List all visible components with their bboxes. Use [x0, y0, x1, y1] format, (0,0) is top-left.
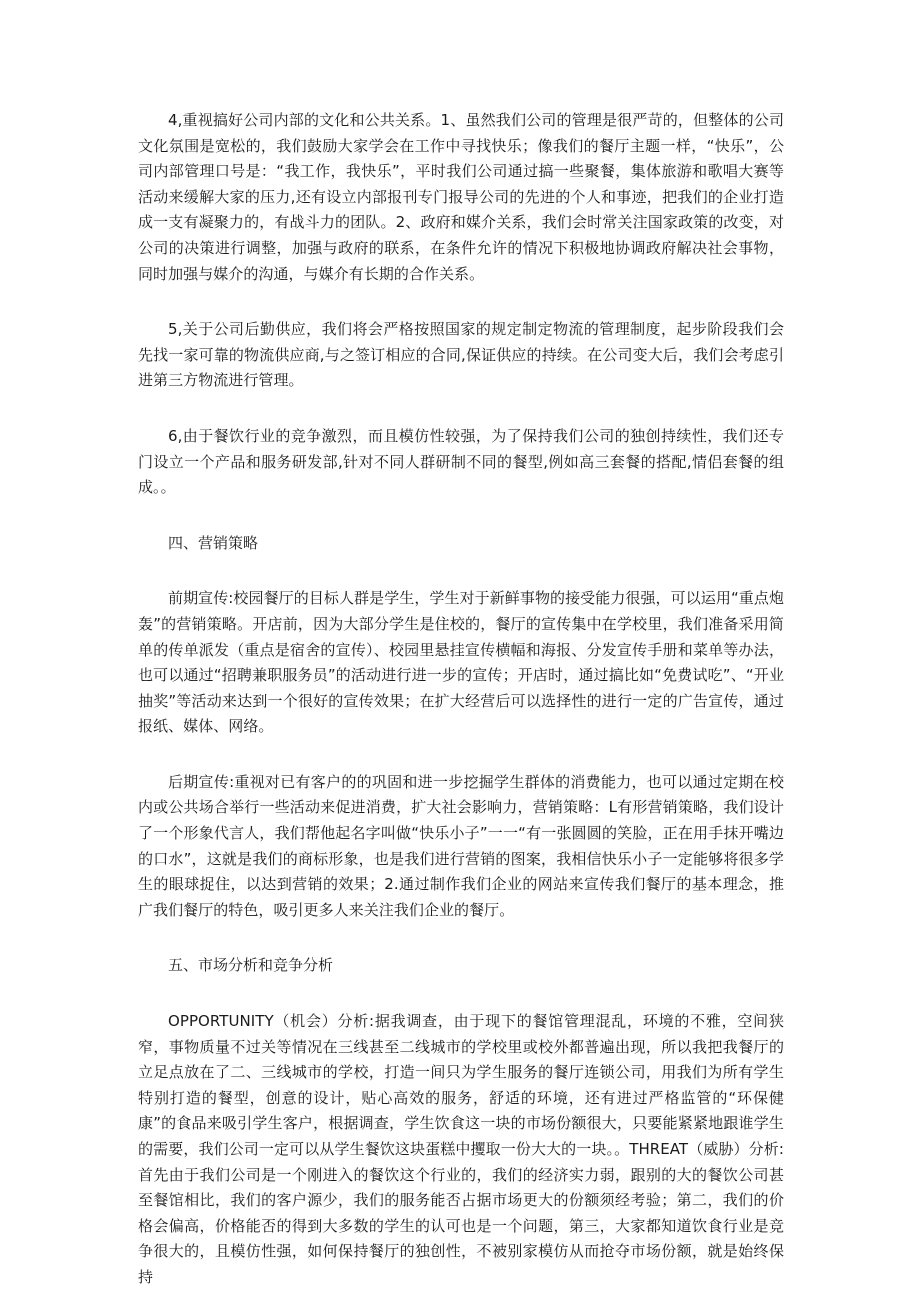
paragraph-gap: [138, 740, 784, 770]
paragraph-gap: [138, 501, 784, 531]
paragraph-gap: [138, 923, 784, 953]
paragraph-later-promotion: 后期宣传:重视对已有客户的的巩固和进一步挖掘学生群体的消费能力，也可以通过定期在校内或公共场合举行一些活动来促进消费，扩大社会影响力，营销策略：L有形营销策略，我们设计了一个形象代言人，我们帮他起名字叫做“快乐小子”一一“有一张圆圆的笑脸，正在用手抹开嘴边的口水”，这就是我们的商标形象，也是我们进行营销的图案，我相信快乐小子一定能够将很多学生的眼球捉住，以达到营销的效果；2.通过制作我们企业的网站来宣传我们餐厅的基本理念，推广我们餐厅的特色，吸引更多人来关注我们企业的餐厅。: [138, 772, 784, 919]
paragraph-gap: [138, 287, 784, 317]
paragraph-logistics: 5,关于公司后勤供应，我们将会严格按照国家的规定制定物流的管理制度，起步阶段我们会先找一家可靠的物流供应商,与之签订相应的合同,保证供应的持续。在公司变大后，我们会考虑引进第三方物流进行管理。: [138, 320, 784, 390]
paragraph-culture-relations: 4,重视搞好公司内部的文化和公共关系。1、虽然我们公司的管理是很严苛的，但整体的公司文化氛围是宽松的，我们鼓励大家学会在工作中寻找快乐；像我们的餐厅主题一样，“快乐”，公司内部管理口号是：“我工作，我快乐”，平时我们公司通过搞一些聚餐，集体旅游和歌唱大赛等活动来缓解大家的压力,还有设立内部报刊专门报导公司的先进的个人和事迹，把我们的企业打造成一支有凝聚力的，有战斗力的团队。2、政府和媒介关系，我们会时常关注国家政策的改变，对公司的决策进行调整，加强与政府的联系，在条件允许的情况下积极地协调政府解决社会事物，同时加强与媒介的沟通，与媒介有长期的合作关系。: [138, 111, 784, 283]
document-body: [138, 108, 784, 1291]
paragraph-gap: [138, 556, 784, 586]
paragraph-gap: [138, 394, 784, 424]
section-heading-market-analysis: 五、市场分析和竞争分析: [168, 956, 334, 975]
paragraph-opportunity-threat: OPPORTUNITY（机会）分析:据我调查，由于现下的餐馆管理混乱，环境的不雅，空间狭窄，事物质量不过关等情况在三线甚至二线城市的学校里或校外都普遍出现，所以我把我餐厅的立足点放在了二、三线城市的学校，打造一间只为学生服务的餐厅连锁公司，用我们为所有学生特别打造的餐型，创意的设计，贴心高效的服务，舒适的环境，还有进过严格监管的“环保健康”的食品来吸引学生客户，根据调查，学生饮食这一块的市场份额很大，只要能紧紧地跟谁学生的需要，我们公司一定可以从学生餐饮这块蛋糕中攫取一份大大的一块。。THREAT（威胁）分析:首先由于我们公司是一个刚进入的餐饮这个行业的，我们的经济实力弱，跟别的大的餐饮公司甚至餐馆相比，我们的客户源少，我们的服务能否占据市场更大的份额须经考验；第二，我们的价格会偏高，价格能否的得到大多数的学生的认可也是一个问题，第三，大家都知道饮食行业是竞争很大的，且模仿性强，如何保持餐厅的独创性，不被别家模仿从而抢夺市场份额，就是始终保持: [138, 1012, 784, 1286]
paragraph-gap: [138, 979, 784, 1009]
paragraph-rnd: 6,由于餐饮行业的竞争激烈，而且模仿性较强，为了保持我们公司的独创持续性，我们还专门设立一个产品和服务研发部,针对不同人群研制不同的餐型,例如高三套餐的搭配,情侣套餐的组成。。: [138, 426, 784, 497]
section-heading-marketing: 四、营销策略: [168, 533, 259, 552]
paragraph-early-promotion: 前期宣传:校园餐厅的目标人群是学生，学生对于新鲜事物的接受能力很强，可以运用“重点炮轰”的营销策略。开店前，因为大部分学生是住校的，餐厅的宣传集中在学校里，我们准备采用简单的传单派发（重点是宿舍的宣传）、校园里悬挂宣传横幅和海报、分发宣传手册和菜单等办法，也可以通过“招聘兼职服务员”的活动进行进一步的宣传；开店时，通过搞比如“免费试吃”、“开业抽奖”等活动来达到一个很好的宣传效果；在扩大经营后可以选择性的进行一定的广告宣传，通过报纸、媒体、网络。: [138, 589, 784, 736]
